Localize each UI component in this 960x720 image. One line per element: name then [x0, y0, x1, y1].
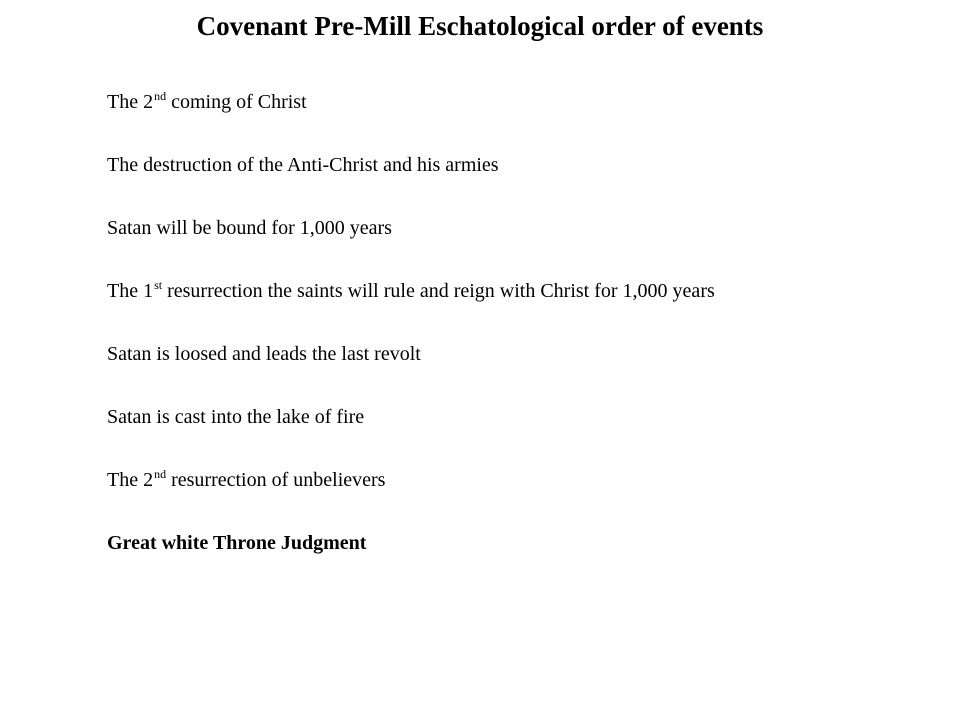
event-text: Great white Throne Judgment: [107, 532, 367, 554]
event-item: [107, 276, 715, 339]
slide-title: Covenant Pre-Mill Eschatological order of events: [196, 11, 764, 41]
event-text: The 1: [107, 280, 154, 302]
event-item: [107, 87, 715, 150]
event-text: Satan is loosed and leads the last revolt: [107, 343, 421, 365]
event-text: The 2: [107, 91, 154, 113]
event-text: The 2: [107, 469, 154, 491]
event-item: [107, 150, 715, 213]
event-text: Satan will be bound for 1,000 years: [107, 217, 392, 239]
event-item: [107, 402, 715, 465]
event-text: The destruction of the Anti-Christ and his armies: [107, 154, 499, 176]
event-ordinal-suffix: nd: [154, 89, 167, 103]
event-text: Satan is cast into the lake of fire: [107, 406, 365, 428]
event-ordinal-suffix: nd: [154, 467, 167, 481]
event-text-continued: coming of Christ: [166, 91, 307, 113]
event-text-continued: resurrection of unbelievers: [166, 469, 386, 491]
event-item: [107, 339, 715, 402]
event-item: [107, 465, 715, 528]
event-ordinal-suffix: st: [154, 278, 163, 292]
event-text-continued: resurrection the saints will rule and reign with Christ for 1,000 years: [162, 280, 715, 302]
event-list: [107, 87, 715, 591]
event-item-final-judgment: [107, 528, 715, 591]
event-item: [107, 213, 715, 276]
